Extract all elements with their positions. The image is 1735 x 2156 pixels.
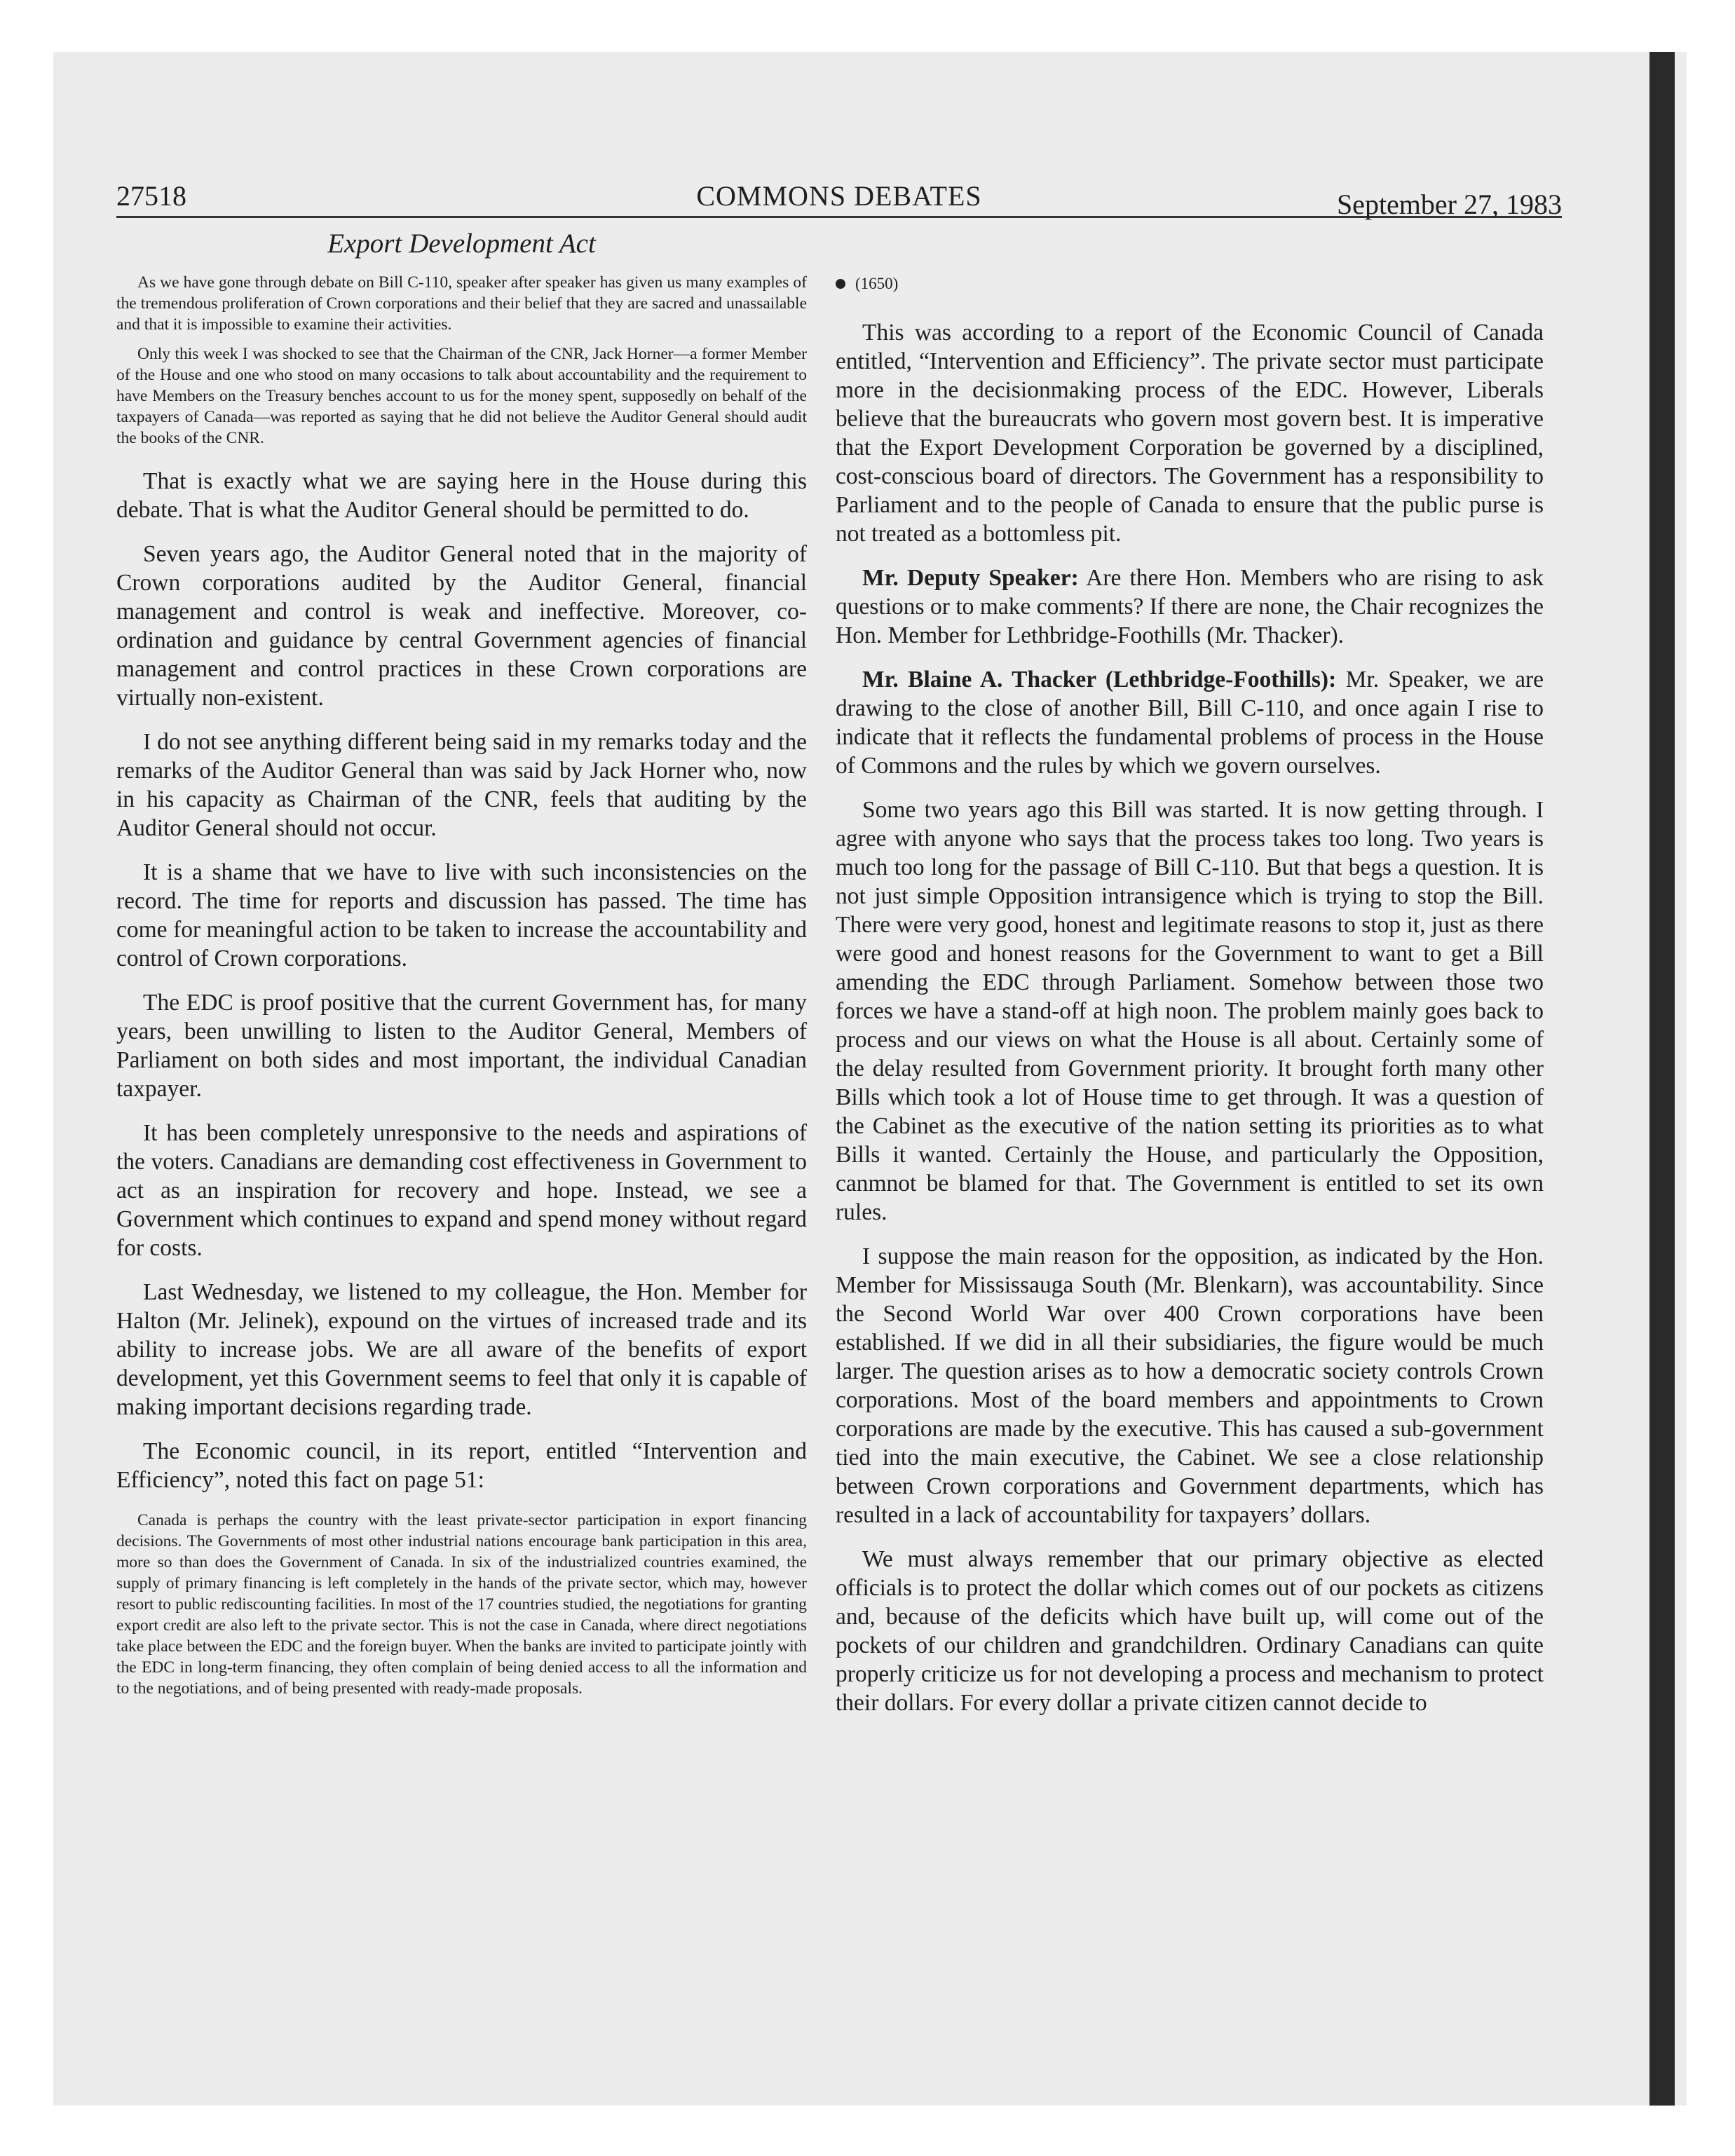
quote-paragraph: Only this week I was shocked to see that the Chairman of the CNR, Jack Horner—a former Member of the House and one who stood on many occasions to talk about accountability and the requirement to have Members on the Treasury benches account to us for the money spent, supposedly on behalf of the taxpayers of Canada—was reported as saying that he did not believe the Auditor General should audit the books of the CNR. bbox=[116, 345, 807, 447]
time-marker-text: (1650) bbox=[855, 275, 899, 292]
report-quote: Canada is perhaps the country with the least private-sector participation in export financing decisions. The Governments of most other industrial nations encourage bank participation in this area, more so than does the Government of Canada. In six of the industrialized countries examined, the supply of primary financing is left completely in the hands of the private sector, which may, however resort to public rediscounting facilities. In most of the 17 countries studied, the negotiations for granting export credit are also left to the private sector. This is not the case in Canada, where direct negotiations take place between the EDC and the foreign buyer. When the banks are invited to participate jointly with the EDC in long-term financing, they often complain of being denied access to all the information and to the negotiations, and of being presented with ready-made proposals. bbox=[116, 1511, 807, 1698]
body-paragraph: I suppose the main reason for the opposition, as indicated by the Hon. Member for Mississauga South (Mr. Blenkarn), was accountability. Since the Second World War over 400 Crown corporations have been established. If we did in all their subsidiaries, the figure would be much larger. The question arises as to how a democratic society controls Crown corporations. Most of the board members and appointments to Crown corporations are made by the executive. This has caused a sub-government tied into the main executive, the Cabinet. We see a close relationship between Crown corporations and Government departments, which has resulted in a lack of accountability for taxpayers’ dollars. bbox=[836, 1243, 1544, 1528]
body-paragraph: I do not see anything different being said in my remarks today and the remarks of the Auditor General than was said by Jack Horner who, now in his capacity as Chairman of the CNR, feels that auditing by the Auditor General should not occur. bbox=[116, 729, 807, 841]
body-paragraph: That is exactly what we are saying here in the House during this debate. That is what the Auditor General should be permitted to do. bbox=[116, 468, 807, 523]
speaker-name: Mr. Blaine A. Thacker (Lethbridge-Foothills): bbox=[862, 667, 1337, 692]
body-paragraph: The EDC is proof positive that the current Government has, for many years, been unwilling to listen to the Auditor General, Members of Parliament on both sides and most important, the individual Canadian taxpayer. bbox=[116, 990, 807, 1102]
body-paragraph: The Economic council, in its report, entitled “Intervention and Efficiency”, noted this fact on page 51: bbox=[116, 1438, 807, 1493]
publication-title: COMMONS DEBATES bbox=[696, 180, 982, 212]
speaker-paragraph bbox=[836, 564, 1544, 650]
section-title: Export Development Act bbox=[327, 228, 596, 259]
left-column bbox=[116, 228, 807, 1699]
speaker-name: Mr. Deputy Speaker: bbox=[862, 565, 1079, 591]
body-paragraph: It has been completely unresponsive to the needs and aspirations of the voters. Canadians are demanding cost effectiveness in Government to act as an inspiration for recovery and hope. Instead, we see a Government which continues to expand and spend money without regard for costs. bbox=[116, 1120, 807, 1261]
body-paragraph: We must always remember that our primary objective as elected officials is to protect the dollar which comes out of our pockets as citizens and, because of the deficits which have built up, will come out of the pockets of our children and grandchildren. Ordinary Canadians can quite properly criticize us for not developing a process and mechanism to protect their dollars. For every dollar a private citizen cannot decide to bbox=[836, 1546, 1544, 1716]
page-number: 27518 bbox=[116, 180, 186, 212]
speech-text: Are there Hon. Members who are rising to ask questions or to make comments? If there are none, the Chair recognizes the Hon. Member for Lethbridge-Foothills (Mr. Thacker). bbox=[836, 565, 1544, 648]
body-paragraph: Last Wednesday, we listened to my colleague, the Hon. Member for Halton (Mr. Jelinek), expound on the virtues of increased trade and its ability to increase jobs. We are all aware of the benefits of export development, yet this Government seems to feel that only it is capable of making important decisions regarding trade. bbox=[116, 1279, 807, 1420]
body-paragraph: Some two years ago this Bill was started. It is now getting through. I agree with anyone who says that the process takes too long. Two years is much too long for the passage of Bill C-110. But that begs a question. It is not just simple Opposition intransigence which is trying to stop the Bill. There were very good, honest and legitimate reasons to stop it, just as there were good and honest reasons for the Government to want to get a Bill amending the EDC through Parliament. Somehow between those two forces we have a stand-off at high noon. The problem mainly goes back to process and our views on what the House is all about. Certainly some of the delay resulted from Government priority. It brought forth many other Bills which took a lot of House time to get through. It was a question of the Cabinet as the executive of the nation setting its priorities as to what Bills it wanted. Certainly the House, and particularly the Opposition, canmnot be blamed for that. The Government is entitled to set its own rules. bbox=[836, 797, 1544, 1225]
bullet-icon bbox=[836, 279, 845, 289]
time-marker bbox=[836, 275, 1544, 293]
body-paragraph: Seven years ago, the Auditor General noted that in the majority of Crown corporations audited by the Auditor General, financial management and control is weak and ineffective. Moreover, co-ordination and guidance by central Government agencies of financial management and control practices in these Crown corporations are virtually non-existent. bbox=[116, 541, 807, 711]
issue-date: September 27, 1983 bbox=[1336, 189, 1562, 220]
body-paragraph: This was according to a report of the Economic Council of Canada entitled, “Intervention and Efficiency”. The private sector must participate more in the decisionmaking process of the EDC. However, Liberals believe that the bureaucrats who govern most govern best. It is imperative that the Export Development Corporation be governed by a disciplined, cost-conscious board of directors. The Government has a responsibility to Parliament and to the people of Canada to ensure that the public purse is not treated as a bottomless pit. bbox=[836, 320, 1544, 547]
speaker-paragraph bbox=[836, 665, 1544, 780]
quote-paragraph: As we have gone through debate on Bill C-110, speaker after speaker has given us many examples of the tremendous proliferation of Crown corporations and their belief that they are sacred and unassailable and that it is impossible to examine their activities. bbox=[116, 273, 807, 334]
right-column bbox=[836, 275, 1544, 1733]
page-header bbox=[116, 174, 1562, 218]
scan-edge bbox=[1649, 52, 1675, 2106]
speech-text: Mr. Speaker, we are drawing to the close of another Bill, Bill C-110, and once again I rise to indicate that it reflects the fundamental problems of process in the House of Commons and the rules by which we govern ourselves. bbox=[836, 667, 1544, 779]
body-paragraph: It is a shame that we have to live with such inconsistencies on the record. The time for reports and discussion has passed. The time has come for meaningful action to be taken to increase the accountability and control of Crown corporations. bbox=[116, 859, 807, 971]
